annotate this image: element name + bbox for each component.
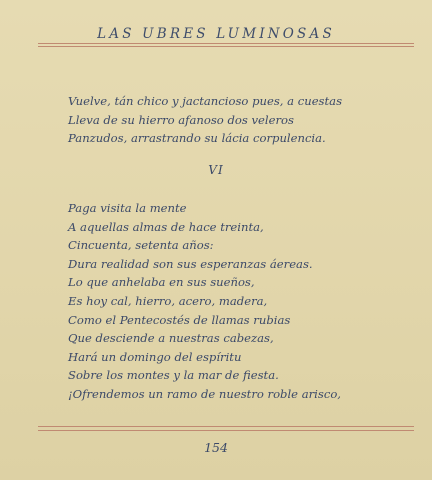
verse-line: Paga visita la mente: [68, 201, 187, 215]
verse-line: Hará un domingo del espíritu: [68, 349, 242, 364]
verse-line: Lo que anhelaba en sus sueños,: [68, 275, 255, 290]
header-rule-upper: [38, 43, 414, 44]
page-number: 154: [204, 440, 228, 455]
header-rule-lower: [38, 46, 414, 47]
running-title: LAS UBRES LUMINOSAS: [97, 26, 335, 42]
poem-stanza-2: [68, 199, 418, 404]
verse-line: A aquellas almas de hace treinta,: [68, 219, 264, 234]
verse-line: Sobre los montes y la mar de fiesta.: [68, 368, 279, 383]
verse-line: Dura realidad son sus esperanzas áereas.: [68, 256, 313, 271]
verse-line: Es hoy cal, hierro, acero, madera,: [68, 293, 268, 308]
footer-rule-upper: [38, 426, 414, 427]
verse-line: Cincuenta, setenta años:: [68, 238, 214, 253]
verse-line: Vuelve, tán chico y jactancioso pues, a cuestas: [68, 94, 343, 108]
section-number: VI: [208, 163, 224, 177]
footer-rule-lower: [38, 430, 414, 431]
verse-line: ¡Ofrendemos un ramo de nuestro roble arisco,: [68, 386, 341, 401]
verse-line: Lleva de su hierro afanoso dos veleros: [68, 112, 294, 127]
verse-line: Panzudos, arrastrando su lácia corpulencia.: [68, 131, 326, 146]
verse-line: Que desciende a nuestras cabezas,: [68, 331, 274, 346]
poem-stanza-1: [68, 92, 418, 148]
verse-line: Como el Pentecostés de llamas rubias: [68, 312, 291, 327]
